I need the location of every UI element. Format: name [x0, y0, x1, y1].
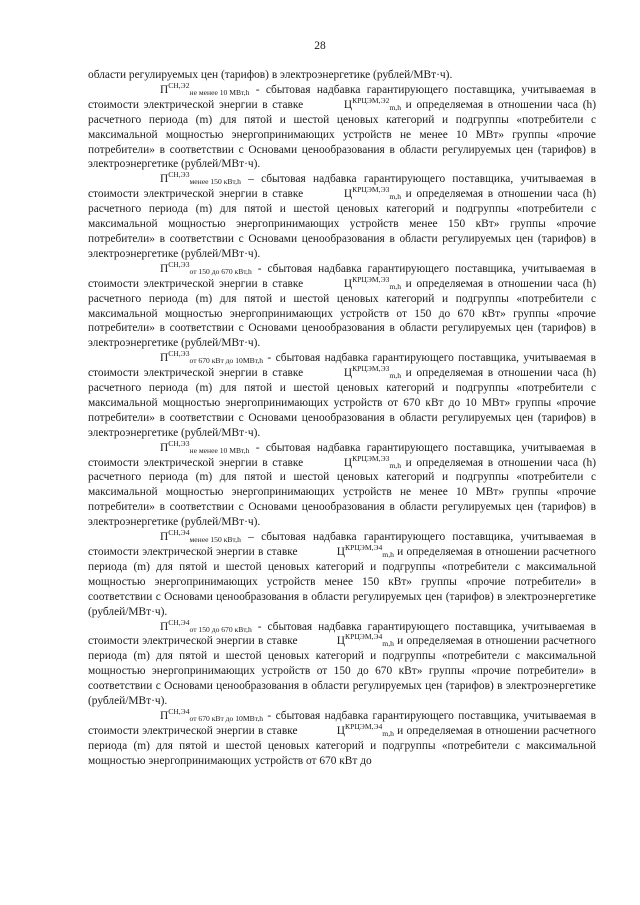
- symbol-superscript: СН,Э3: [168, 170, 190, 180]
- definition-text: и определяемая в отношении часа (h) расчетного периода (m) для пятой и шестой ценовых категорий и подгруппы «потребители с максимальной мощностью энергопринимающих устройств не менее 10 МВт» группы «прочие потребители» в соответствии с Основами ценообразования в области регулируемых цен (тарифов) в электроэнергетике (рублей/МВт·ч).: [88, 456, 596, 529]
- definition-text: – сбытовая надбавка гарантирующего поставщика, учитываемая в стоимости электрической энергии в ставке: [88, 531, 596, 558]
- symbol-superscript: СН,Э4: [168, 617, 190, 627]
- surcharge-symbol: $П^{СН,Э4}_{от 670 кВт до 10МВт,h}$: [160, 706, 264, 723]
- rate-symbol: $Ц^{КРЦЭМ,Э3}_{m,h}$: [343, 274, 401, 291]
- definition-text: и определяемая в отношении часа (h) расчетного периода (m) для пятой и шестой ценовых категорий и подгруппы «потребители с максимальной мощностью энергопринимающих устройств от 670 кВт до 10 МВт» группы «прочие потребители» в соответствии с Основами ценообразования в области регулируемых цен (тарифов) в электроэнергетике (рублей/МВт·ч).: [88, 367, 596, 439]
- rate-superscript: КРЦЭМ,Э4: [345, 632, 383, 642]
- definition-text: - сбытовая надбавка гарантирующего поставщика, учитываемая в стоимости электрической энергии в ставке: [88, 709, 596, 737]
- definition-text: и определяемая в отношении часа (h) расчетного периода (m) для пятой и шестой ценовых категорий и подгруппы «потребители с максимальной мощностью энергопринимающих устройств не менее 10 МВт» группы «прочие потребители» в соответствии с Основами ценообразования в области регулируемых цен (тарифов) в электроэнергетике (рублей/МВт·ч).: [88, 98, 596, 171]
- rate-superscript: КРЦЭМ,Э3: [352, 453, 390, 463]
- rate-subscript: m,h: [389, 281, 401, 291]
- definition-text: и определяемая в отношении расчетного периода (m) для пятой и шестой ценовых категорий и подгруппы «потребители с максимальной мощностью энергопринимающих устройств менее 150 кВт» группы «прочие потребители» в соответствии с Основами ценообразования в области регулируемых цен (тарифов) в электроэнергетике (рублей/МВт·ч).: [88, 546, 596, 618]
- definition-text: и определяемая в отношении часа (h) расчетного периода (m) для пятой и шестой ценовых категорий и подгруппы «потребители с максимальной мощностью энергопринимающих устройств менее 150 кВт» группы «прочие потребители» в соответствии с Основами ценообразования в области регулируемых цен (тарифов) в электроэнергетике (рублей/МВт·ч).: [88, 188, 596, 260]
- symbol-subscript: от 670 кВт до 10МВт,h: [189, 356, 264, 366]
- rate-symbol: $Ц^{КРЦЭМ,Э3}_{m,h}$: [343, 364, 401, 381]
- definition-text: - сбытовая надбавка гарантирующего поставщика, учитываемая в стоимости электрической энергии в ставке: [88, 620, 596, 648]
- rate-subscript: m,h: [382, 639, 394, 649]
- definition-text: и определяемая в отношении часа (h) расчетного периода (m) для пятой и шестой ценовых категорий и подгруппы «потребители с максимальной мощностью энергопринимающих устройств от 150 до 670 кВт» группы «прочие потребители» в соответствии с Основами ценообразования в области регулируемых цен (тарифов) в электроэнергетике (рублей/МВт·ч).: [88, 277, 596, 350]
- surcharge-symbol: $П^{СН,Э3}_{не менее 10 МВт,h}$: [160, 438, 250, 455]
- symbol-subscript: менее 150 кВт,h: [189, 177, 241, 187]
- rate-superscript: КРЦЭМ,Э2: [352, 95, 390, 105]
- definition-paragraph: [88, 80, 596, 172]
- definition-text: – сбытовая надбавка гарантирующего поставщика, учитываемая в стоимости электрической энергии в ставке: [88, 173, 596, 201]
- symbol-subscript: не менее 10 МВт,h: [189, 87, 250, 97]
- symbol-subscript: от 150 до 670 кВт,h: [189, 624, 252, 634]
- rate-subscript: m,h: [389, 102, 401, 112]
- definition-paragraph: [88, 172, 596, 261]
- definition-paragraph: [88, 617, 596, 709]
- definition-text: - сбытовая надбавка гарантирующего поставщика, учитываемая в стоимости электрической энергии в ставке: [88, 83, 596, 111]
- symbol-superscript: СН,Э3: [168, 438, 190, 448]
- rate-symbol: $Ц^{КРЦЭМ,Э3}_{m,h}$: [343, 185, 401, 202]
- surcharge-symbol: $П^{СН,Э2}_{не менее 10 МВт,h}$: [160, 80, 250, 97]
- symbol-subscript: не менее 10 МВт,h: [189, 445, 250, 455]
- definition-text: - сбытовая надбавка гарантирующего поставщика, учитываемая в стоимости электрической энергии в ставке: [88, 262, 596, 290]
- symbol-superscript: СН,Э3: [168, 259, 190, 269]
- rate-subscript: m,h: [389, 371, 401, 381]
- rate-subscript: m,h: [382, 550, 394, 559]
- symbol-superscript: СН,Э4: [168, 528, 190, 538]
- rate-symbol: $Ц^{КРЦЭМ,Э3}_{m,h}$: [343, 453, 401, 470]
- document-body: [88, 68, 596, 769]
- symbol-subscript: от 150 до 670 кВт,h: [189, 266, 252, 276]
- rate-symbol: $Ц^{КРЦЭМ,Э2}_{m,h}$: [343, 95, 401, 112]
- rate-superscript: КРЦЭМ,Э4: [345, 721, 383, 731]
- symbol-superscript: СН,Э4: [168, 706, 190, 716]
- definition-paragraph: [88, 706, 596, 769]
- rate-subscript: m,h: [382, 728, 394, 738]
- definition-text: и определяемая в отношении расчетного периода (m) для пятой и шестой ценовых категорий и подгруппы «потребители с максимальной мощностью энергопринимающих устройств от 670 кВт до: [88, 724, 596, 767]
- definition-text: - сбытовая надбавка гарантирующего поставщика, учитываемая в стоимости электрической энергии в ставке: [88, 352, 596, 380]
- rate-superscript: КРЦЭМ,Э3: [352, 185, 390, 195]
- definition-paragraph: [88, 259, 596, 351]
- definition-paragraph: [88, 530, 596, 619]
- surcharge-symbol: $П^{СН,Э3}_{менее 150 кВт,h}$: [160, 170, 241, 187]
- symbol-superscript: СН,Э3: [168, 349, 190, 359]
- surcharge-symbol: $П^{СН,Э4}_{менее 150 кВт,h}$: [160, 528, 241, 545]
- symbol-superscript: СН,Э2: [168, 80, 190, 90]
- rate-subscript: m,h: [389, 460, 401, 470]
- rate-superscript: КРЦЭМ,Э3: [352, 364, 390, 374]
- page-number: 28: [314, 40, 326, 52]
- symbol-subscript: от 670 кВт до 10МВт,h: [189, 713, 264, 723]
- definition-text: и определяемая в отношении расчетного периода (m) для пятой и шестой ценовых категорий и подгруппы «потребители с максимальной мощностью энергопринимающих устройств от 150 до 670 кВт» группы «прочие потребители» в соответствии с Основами ценообразования в области регулируемых цен (тарифов) в электроэнергетике (рублей/МВт·ч).: [88, 635, 596, 708]
- surcharge-symbol: $П^{СН,Э3}_{от 670 кВт до 10МВт,h}$: [160, 349, 264, 366]
- definition-paragraph: [88, 438, 596, 530]
- definition-paragraph: [88, 351, 596, 440]
- rate-superscript: КРЦЭМ,Э4: [345, 543, 383, 552]
- rate-symbol: $Ц^{КРЦЭМ,Э4}_{m,h}$: [336, 721, 394, 738]
- rate-superscript: КРЦЭМ,Э3: [352, 274, 390, 284]
- continuation-text: области регулируемых цен (тарифов) в электроэнергетике (рублей/МВт·ч).: [88, 69, 453, 81]
- symbol-subscript: менее 150 кВт,h: [189, 535, 241, 545]
- definition-list: [88, 80, 596, 769]
- definition-text: - сбытовая надбавка гарантирующего поставщика, учитываемая в стоимости электрической энергии в ставке: [88, 441, 596, 469]
- rate-symbol: $Ц^{КРЦЭМ,Э4}_{m,h}$: [336, 632, 394, 649]
- rate-symbol: $Ц^{КРЦЭМ,Э4}_{m,h}$: [336, 543, 394, 559]
- surcharge-symbol: $П^{СН,Э3}_{от 150 до 670 кВт,h}$: [160, 259, 252, 276]
- surcharge-symbol: $П^{СН,Э4}_{от 150 до 670 кВт,h}$: [160, 617, 252, 634]
- rate-subscript: m,h: [389, 192, 401, 202]
